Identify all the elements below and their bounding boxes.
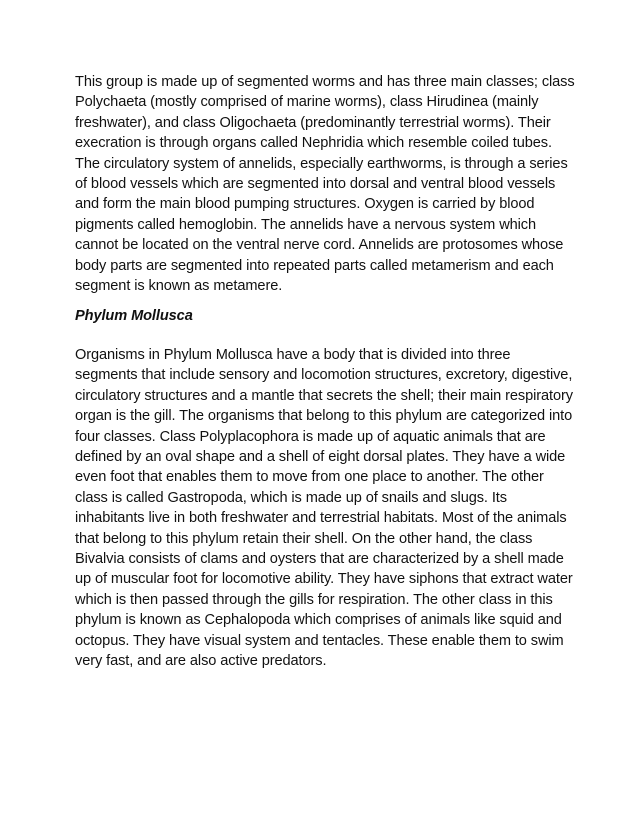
- section-heading-mollusca: Phylum Mollusca: [75, 308, 193, 325]
- mollusca-paragraph: Organisms in Phylum Mollusca have a body that is divided into three segments that include sensory and locomotion structures, excretory, digestive, circulatory structures and a mantle that secrets the shell; their main respiratory organ is the gill. The organisms that belong to this phylum are categorized into four classes. Class Polyplacophora is made up of aquatic animals that are defined by an oval shape and a shell of eight dorsal plates. They have a wide even foot that enables them to move from one place to another. The other class is called Gastropoda, which is made up of snails and slugs. Its inhabitants live in both freshwater and terrestrial habitats. Most of the animals that belong to this phylum retain their shell. On the other hand, the class Bivalvia consists of clams and oysters that are characterized by a shell made up of muscular foot for locomotive ability. They have siphons that extract water which is then passed through the gills for respiration. The other class in this phylum is known as Cephalopoda which comprises of animals like squid and octopus. They have visual system and tentacles. These enable them to swim very fast, and are also active predators.: [75, 346, 573, 669]
- annelida-paragraph: This group is made up of segmented worms and has three main classes; class Polychaeta (mostly comprised of marine worms), class Hirudinea (mainly freshwater), and class Oligochaeta (predominantly terrestrial worms). Their execration is through organs called Nephridia which resemble coiled tubes. The circulatory system of annelids, especially earthworms, is through a series of blood vessels which are segmented into dorsal and ventral blood vessels and form the main blood pumping structures. Oxygen is carried by blood pigments called hemoglobin. The annelids have a nervous system which cannot be located on the ventral nerve cord. Annelids are protosomes whose body parts are segmented into repeated parts called metamerism and each segment is known as metamere.: [75, 74, 575, 295]
- document-body: [75, 72, 575, 671]
